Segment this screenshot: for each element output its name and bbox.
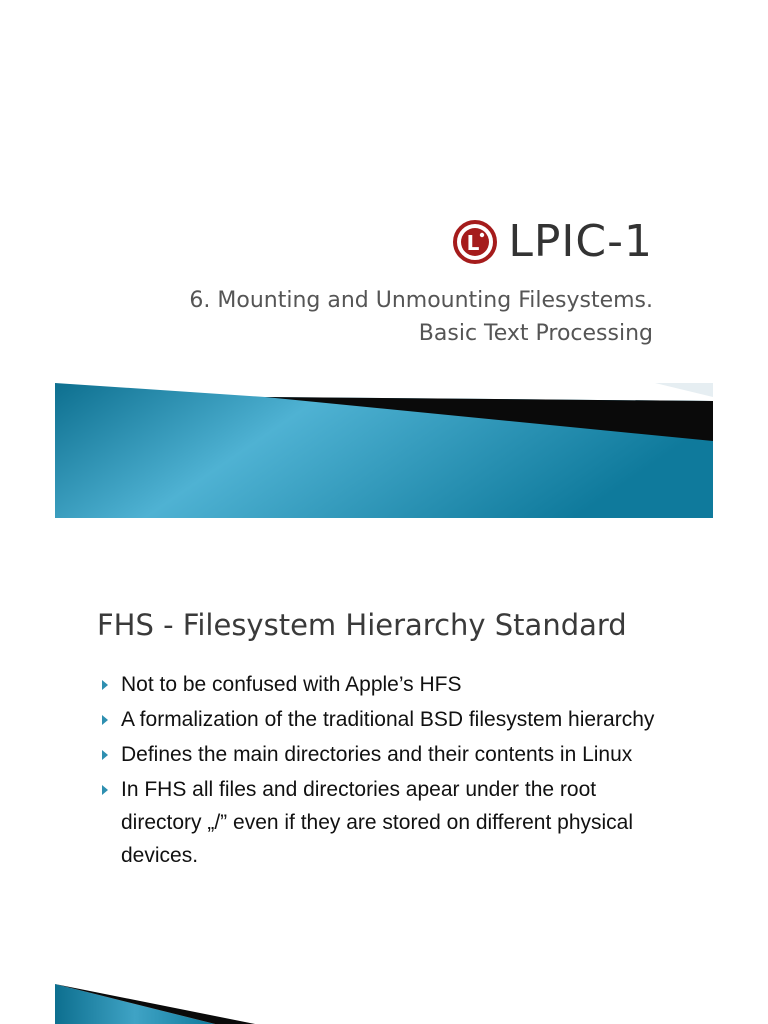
- title-slide: [55, 0, 713, 518]
- list-item: A formalization of the traditional BSD filesystem hierarchy: [97, 703, 677, 736]
- title-row: [452, 216, 653, 267]
- content-slide: [55, 580, 713, 1024]
- decorative-band-bottom: [55, 984, 713, 1024]
- logo-letter: L: [467, 230, 480, 255]
- list-item: Not to be confused with Apple’s HFS: [97, 668, 677, 701]
- triangle-bullet-icon: [102, 785, 108, 795]
- list-item: Defines the main directories and their contents in Linux: [97, 738, 677, 771]
- subtitle-line-1: 6. Mounting and Unmounting Filesystems.: [189, 288, 653, 313]
- subtitle: [189, 284, 653, 350]
- triangle-bullet-icon: [102, 680, 108, 690]
- page-title: LPIC-1: [508, 216, 653, 267]
- triangle-bullet-icon: [102, 715, 108, 725]
- decorative-band: [55, 383, 713, 518]
- slide-heading: FHS - Filesystem Hierarchy Standard: [97, 608, 627, 642]
- bullet-list: [97, 668, 677, 874]
- triangle-bullet-icon: [102, 750, 108, 760]
- subtitle-line-2: Basic Text Processing: [418, 321, 653, 346]
- list-item: In FHS all files and directories apear under the root directory „/” even if they are stored on different physical devices.: [97, 773, 677, 872]
- lpi-logo-icon: [452, 219, 498, 265]
